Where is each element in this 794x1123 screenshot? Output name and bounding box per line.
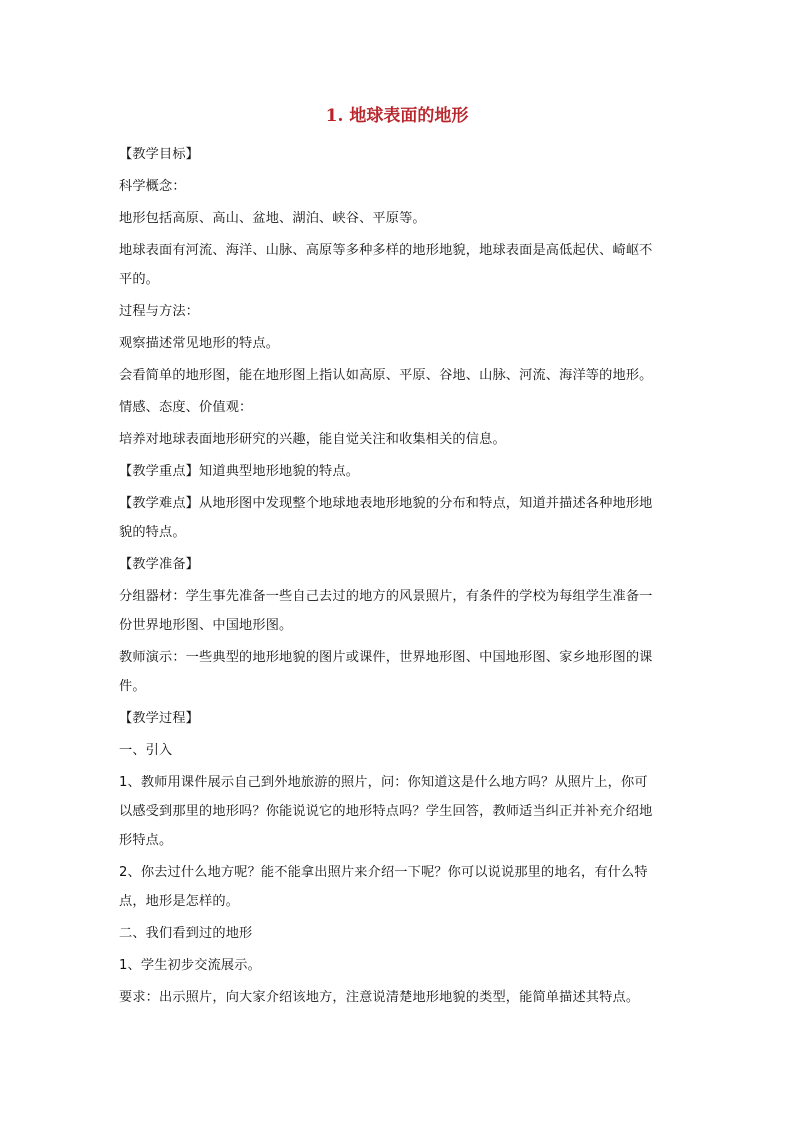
paragraph-line: 形特点。: [119, 833, 173, 848]
paragraph-line: 貌的特点。: [119, 525, 186, 540]
subheading-science-concepts: 科学概念：: [119, 179, 186, 194]
paragraph-line: 件。: [119, 679, 146, 694]
paragraph-line: 教师演示：一些典型的地形地貌的图片或课件，世界地形图、中国地形图、家乡地形图的课: [119, 650, 653, 665]
section-heading-process: 【教学过程】: [119, 711, 200, 726]
section-heading-difficulties: 【教学难点】从地形图中发现整个地球地表地形地貌的分布和特点，知道并描述各种地形地: [119, 496, 653, 511]
section-heading-key-points: 【教学重点】知道典型地形地貌的特点。: [119, 464, 360, 479]
paragraph-line: 点，地形是怎样的。: [119, 894, 240, 909]
paragraph-line: 观察描述常见地形的特点。: [119, 336, 280, 351]
section-heading-objectives: 【教学目标】: [119, 147, 200, 162]
document-title: 1. 地球表面的地形: [325, 106, 469, 126]
paragraph-line: 分组器材：学生事先准备一些自己去过的地方的风景照片，有条件的学校为每组学生准备一: [119, 589, 653, 604]
paragraph-line: 1、学生初步交流展示。: [119, 958, 261, 973]
subheading-landforms-seen: 二、我们看到过的地形: [119, 926, 253, 941]
paragraph-line: 地形包括高原、高山、盆地、湖泊、峡谷、平原等。: [119, 211, 426, 226]
paragraph-line: 平的。: [119, 272, 160, 287]
paragraph-line: 要求：出示照片，向大家介绍该地方，注意说清楚地形地貌的类型，能简单描述其特点。: [119, 990, 640, 1005]
section-heading-preparation: 【教学准备】: [119, 557, 200, 572]
paragraph-line: 份世界地形图、中国地形图。: [119, 618, 293, 633]
subheading-process-methods: 过程与方法：: [119, 304, 200, 319]
subheading-attitudes-values: 情感、态度、价值观：: [119, 400, 253, 415]
paragraph-line: 2、你去过什么地方呢？能不能拿出照片来介绍一下呢？你可以说说那里的地名，有什么特: [119, 865, 648, 880]
document-body: [119, 146, 677, 1007]
paragraph-line: 地球表面有河流、海洋、山脉、高原等多种多样的地形地貌，地球表面是高低起伏、崎岖不: [119, 243, 653, 258]
paragraph-line: 以感受到那里的地形吗？你能说说它的地形特点吗？学生回答，教师适当纠正并补充介绍地: [119, 804, 653, 819]
paragraph-line: 1、教师用课件展示自己到外地旅游的照片，问：你知道这是什么地方吗？从照片上，你可: [119, 775, 648, 790]
paragraph-line: 培养对地球表面地形研究的兴趣，能自觉关注和收集相关的信息。: [119, 432, 506, 447]
paragraph-line: 会看简单的地形图，能在地形图上指认如高原、平原、谷地、山脉、河流、海洋等的地形。: [119, 368, 653, 383]
subheading-introduction: 一、引入: [119, 743, 173, 758]
